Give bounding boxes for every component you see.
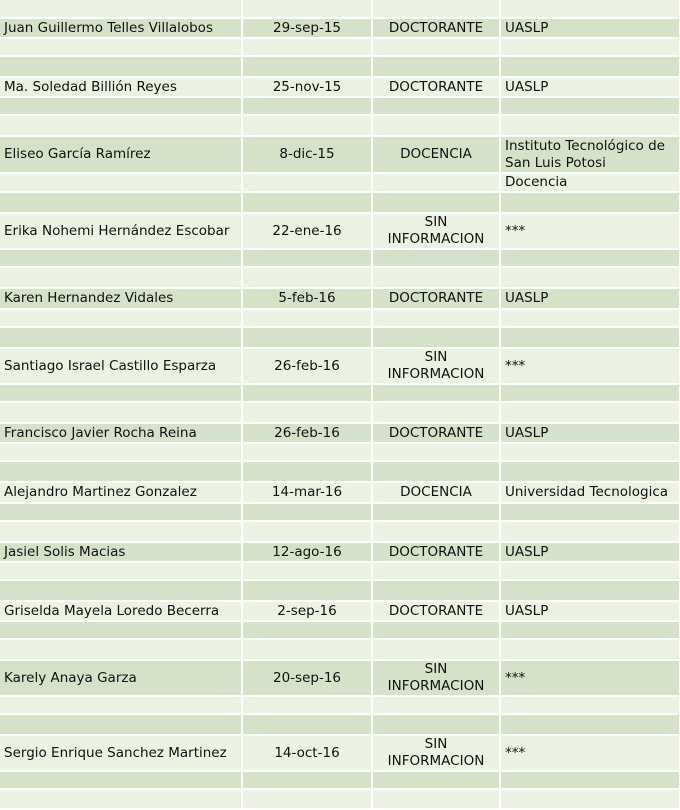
status-cell (372, 580, 500, 601)
date-cell: 5-feb-16 (242, 288, 372, 309)
table-row (0, 771, 680, 789)
institution-cell: *** (500, 660, 680, 696)
table-row (0, 309, 680, 327)
name-cell (0, 384, 242, 402)
table-row (0, 267, 680, 288)
name-cell (0, 562, 242, 580)
institution-cell (500, 38, 680, 56)
table-row (0, 402, 680, 423)
institution-cell (500, 327, 680, 348)
status-cell: DOCTORANTE (372, 423, 500, 443)
status-cell: DOCTORANTE (372, 18, 500, 38)
date-cell: 20-sep-16 (242, 660, 372, 696)
name-cell (0, 621, 242, 639)
name-cell (0, 97, 242, 115)
name-cell: Alejandro Martinez Gonzalez (0, 482, 242, 503)
status-cell (372, 249, 500, 267)
institution-cell (500, 56, 680, 77)
table-row (0, 580, 680, 601)
name-cell (0, 249, 242, 267)
status-cell (372, 639, 500, 660)
date-cell (242, 402, 372, 423)
institution-cell (500, 714, 680, 735)
date-cell: 29-sep-15 (242, 18, 372, 38)
institution-cell (500, 192, 680, 213)
table-row (0, 384, 680, 402)
date-cell: 26-feb-16 (242, 348, 372, 384)
status-cell (372, 789, 500, 809)
date-cell (242, 562, 372, 580)
date-cell: 8-dic-15 (242, 136, 372, 173)
table-row (0, 482, 680, 503)
status-cell (372, 173, 500, 192)
name-cell: Griselda Mayela Loredo Becerra (0, 601, 242, 621)
table-row (0, 423, 680, 443)
table-row (0, 660, 680, 696)
table-row (0, 521, 680, 542)
institution-cell: *** (500, 735, 680, 771)
date-cell (242, 249, 372, 267)
name-cell (0, 38, 242, 56)
institution-cell (500, 639, 680, 660)
name-cell: Ma. Soledad Billión Reyes (0, 77, 242, 97)
institution-cell: *** (500, 213, 680, 249)
institution-cell (500, 267, 680, 288)
status-cell (372, 621, 500, 639)
status-cell (372, 0, 500, 18)
status-cell: SIN INFORMACION (372, 213, 500, 249)
date-cell (242, 580, 372, 601)
table-row (0, 173, 680, 192)
name-cell (0, 56, 242, 77)
date-cell (242, 521, 372, 542)
name-cell: Santiago Israel Castillo Esparza (0, 348, 242, 384)
name-cell (0, 639, 242, 660)
date-cell (242, 714, 372, 735)
table-row (0, 639, 680, 660)
name-cell (0, 0, 242, 18)
institution-cell (500, 562, 680, 580)
status-cell (372, 521, 500, 542)
status-cell (372, 461, 500, 482)
date-cell: 14-oct-16 (242, 735, 372, 771)
status-cell: DOCTORANTE (372, 601, 500, 621)
date-cell (242, 639, 372, 660)
status-cell (372, 192, 500, 213)
institution-cell: UASLP (500, 77, 680, 97)
name-cell (0, 327, 242, 348)
institution-cell (500, 580, 680, 601)
name-cell: Sergio Enrique Sanchez Martinez (0, 735, 242, 771)
institution-cell (500, 309, 680, 327)
date-cell: 25-nov-15 (242, 77, 372, 97)
institution-cell: UASLP (500, 423, 680, 443)
institution-cell (500, 461, 680, 482)
institution-cell (500, 771, 680, 789)
table-row (0, 443, 680, 461)
date-cell (242, 503, 372, 521)
name-cell (0, 461, 242, 482)
institution-cell (500, 621, 680, 639)
status-cell: DOCTORANTE (372, 542, 500, 562)
institution-cell: UASLP (500, 288, 680, 309)
date-cell (242, 115, 372, 136)
table-row (0, 696, 680, 714)
name-cell (0, 402, 242, 423)
date-cell (242, 384, 372, 402)
name-cell: Francisco Javier Rocha Reina (0, 423, 242, 443)
date-cell (242, 327, 372, 348)
name-cell (0, 789, 242, 809)
institution-cell (500, 789, 680, 809)
name-cell (0, 443, 242, 461)
name-cell: Erika Nohemi Hernández Escobar (0, 213, 242, 249)
status-cell (372, 56, 500, 77)
institution-cell (500, 696, 680, 714)
status-cell (372, 327, 500, 348)
institution-cell: UASLP (500, 601, 680, 621)
status-cell (372, 309, 500, 327)
table-row (0, 213, 680, 249)
status-cell (372, 562, 500, 580)
status-cell (372, 771, 500, 789)
table-row (0, 503, 680, 521)
status-cell (372, 402, 500, 423)
status-cell: SIN INFORMACION (372, 660, 500, 696)
status-cell (372, 503, 500, 521)
table-row (0, 562, 680, 580)
name-cell: Karen Hernandez Vidales (0, 288, 242, 309)
date-cell: 2-sep-16 (242, 601, 372, 621)
date-cell (242, 443, 372, 461)
table-row (0, 601, 680, 621)
table-row (0, 288, 680, 309)
table-row (0, 327, 680, 348)
date-cell: 22-ene-16 (242, 213, 372, 249)
table-row (0, 192, 680, 213)
table-row (0, 714, 680, 735)
table-row (0, 136, 680, 173)
date-cell (242, 461, 372, 482)
date-cell: 26-feb-16 (242, 423, 372, 443)
institution-cell: Universidad Tecnologica (500, 482, 680, 503)
status-cell (372, 443, 500, 461)
date-cell (242, 621, 372, 639)
name-cell (0, 173, 242, 192)
status-cell (372, 384, 500, 402)
date-cell (242, 267, 372, 288)
name-cell (0, 714, 242, 735)
name-cell (0, 309, 242, 327)
table-row (0, 18, 680, 38)
table-row (0, 542, 680, 562)
name-cell (0, 696, 242, 714)
date-cell (242, 38, 372, 56)
name-cell: Jasiel Solis Macias (0, 542, 242, 562)
status-cell: DOCENCIA (372, 482, 500, 503)
table-row (0, 97, 680, 115)
name-cell: Juan Guillermo Telles Villalobos (0, 18, 242, 38)
table-row (0, 461, 680, 482)
institution-cell: Instituto Tecnológico de San Luis Potosi (500, 136, 680, 173)
name-cell (0, 580, 242, 601)
table-row (0, 735, 680, 771)
status-cell (372, 267, 500, 288)
table-row (0, 621, 680, 639)
date-cell (242, 309, 372, 327)
date-cell (242, 56, 372, 77)
institution-cell (500, 97, 680, 115)
institution-cell (500, 521, 680, 542)
institution-cell (500, 384, 680, 402)
date-cell (242, 192, 372, 213)
date-cell (242, 771, 372, 789)
status-cell (372, 38, 500, 56)
table-row (0, 348, 680, 384)
table-row (0, 0, 680, 18)
name-cell: Eliseo García Ramírez (0, 136, 242, 173)
status-cell (372, 714, 500, 735)
institution-cell (500, 443, 680, 461)
institution-cell: Docencia (500, 173, 680, 192)
institution-cell: UASLP (500, 542, 680, 562)
date-cell (242, 0, 372, 18)
table-row (0, 249, 680, 267)
date-cell: 12-ago-16 (242, 542, 372, 562)
name-cell (0, 267, 242, 288)
table-row (0, 115, 680, 136)
institution-cell (500, 0, 680, 18)
status-cell: SIN INFORMACION (372, 735, 500, 771)
status-cell: DOCTORANTE (372, 288, 500, 309)
date-cell (242, 789, 372, 809)
institution-cell: *** (500, 348, 680, 384)
name-cell: Karely Anaya Garza (0, 660, 242, 696)
name-cell (0, 192, 242, 213)
status-cell (372, 696, 500, 714)
date-cell: 14-mar-16 (242, 482, 372, 503)
institution-cell (500, 503, 680, 521)
name-cell (0, 521, 242, 542)
table-row (0, 38, 680, 56)
status-cell (372, 115, 500, 136)
table-row (0, 56, 680, 77)
table-row (0, 77, 680, 97)
institution-cell (500, 402, 680, 423)
status-cell: DOCTORANTE (372, 77, 500, 97)
name-cell (0, 771, 242, 789)
name-cell (0, 503, 242, 521)
status-cell (372, 97, 500, 115)
institution-cell (500, 249, 680, 267)
institution-cell (500, 115, 680, 136)
status-cell: DOCENCIA (372, 136, 500, 173)
table-row (0, 789, 680, 809)
date-cell (242, 173, 372, 192)
institution-cell: UASLP (500, 18, 680, 38)
name-cell (0, 115, 242, 136)
status-cell: SIN INFORMACION (372, 348, 500, 384)
date-cell (242, 696, 372, 714)
date-cell (242, 97, 372, 115)
